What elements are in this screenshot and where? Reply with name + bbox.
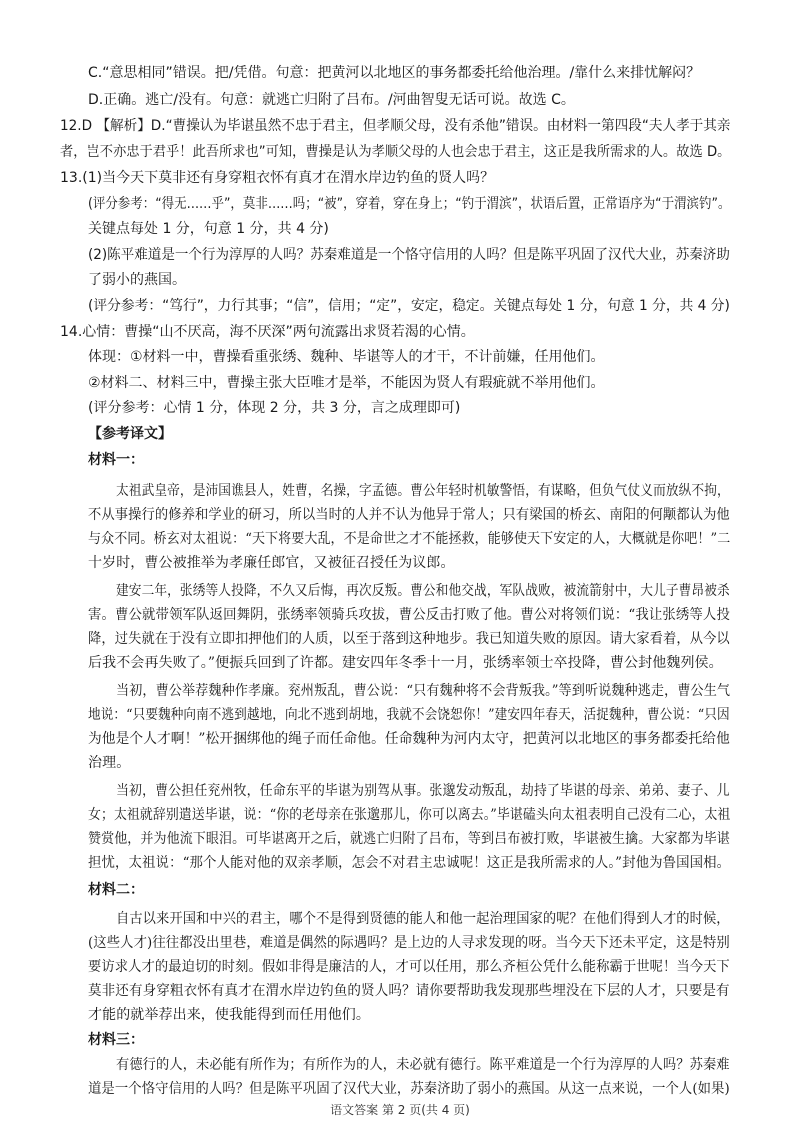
material-1-line: 与众不同。桥玄对太祖说：“天下将要大乱，不是命世之才不能拯救，能够使天下安定的人，大概就是你吧！”二 (88, 531, 731, 547)
material-3-title: 材料三： (88, 1032, 144, 1048)
material-1-line: 担忧，太祖说：“那个人能对他的双亲孝顺，怎会不对君主忠诚呢！这正是我所需求的人。”封他为鲁国国相。 (88, 855, 731, 871)
scoring-note-13-2: (评分参考：“笃行”，力行其事；“信”，信用；“定”，安定，稳定。关键点每处 1 分，句意 1 分，共 4 分) (88, 298, 730, 314)
page-footer: 语文答案 第 2 页(共 4 页) (330, 1103, 470, 1117)
material-1-line: 治理。 (88, 755, 131, 771)
material-1-line: 赞赏他，并为他流下眼泪。可毕谌离开之后，就逃亡归附了吕布，等到吕布被打败，毕谌被生擒。大家都为毕谌 (88, 831, 730, 847)
scoring-note-13-1-cont: 关键点每处 1 分，句意 1 分，共 4 分) (88, 221, 329, 237)
material-1-line: 建安二年，张绣等人投降，不久又后悔，再次反叛。曹公和他交战，军队战败，被流箭射中，大儿子曹昂被杀 (116, 583, 730, 599)
material-1-title: 材料一： (88, 452, 144, 468)
translation-heading: 【参考译文】 (88, 426, 172, 442)
material-2-line: 要访求人才的最迫切的时刻。假如非得是廉洁的人，才可以任用，那么齐桓公凭什么能称霸于世呢！当今天下 (88, 959, 730, 975)
material-1-line: 后我不会再失败了。”便振兵回到了许都。建安四年冬季十一月，张绣率领士卒投降，曹公封他魏列侯。 (88, 655, 723, 671)
material-2-line: (这些人才)往往都没出里巷，难道是偶然的际遇吗？是上边的人寻求发现的呀。当今天下还未平定，这是特别 (88, 935, 730, 951)
material-3-line: 道是一个恪守信用的人吗？但是陈平巩固了汉代大业，苏秦济助了弱小的燕国。从这一点来说，一个人(如果) (88, 1081, 730, 1097)
answer-q13-1: 13.(1)当今天下莫非还有身穿粗衣怀有真才在渭水岸边钓鱼的贤人吗？ (60, 170, 495, 186)
material-2-title: 材料二： (88, 882, 144, 898)
material-1-line: 女；太祖就辞别遣送毕谌，说：“你的老母亲在张邈那儿，你可以离去。”毕谌磕头向太祖表明自己没有二心，太祖 (88, 807, 731, 823)
material-1-line: 害。曹公就带领军队返回舞阴，张绣率领骑兵攻拔，曹公反击打败了他。曹公对将领们说：“我让张绣等人投 (88, 607, 730, 623)
answer-q14-mood: 14.心情：曹操“山不厌高，海不厌深”两句流露出求贤若渴的心情。 (60, 324, 475, 340)
answer-q14-reflect-1: 体现：①材料一中，曹操看重张绣、魏种、毕谌等人的才干，不计前嫌，任用他们。 (88, 349, 605, 365)
material-1-line: 当初，曹公担任兖州牧，任命东平的毕谌为别驾从事。张邈发动叛乱，劫持了毕谌的母亲、弟弟、妻子、儿 (116, 783, 730, 799)
answer-line-c: C.“意思相同”错误。把/凭借。句意：把黄河以北地区的事务都委托给他治理。/靠什么来排忧解闷？ (88, 65, 701, 81)
material-3-line: 有德行的人，未必能有所作为；有所作为的人，未必就有德行。陈平难道是一个行为淳厚的人吗？苏秦难 (116, 1057, 730, 1073)
material-2-line: 才能的就举荐出来，使我能得到而任用他们。 (88, 1007, 370, 1023)
material-1-line: 当初，曹公举荐魏种作孝廉。兖州叛乱，曹公说：“只有魏种将不会背叛我。”等到听说魏种逃走，曹公生气 (116, 683, 731, 699)
material-1-line: 降，过失就在于没有立即扣押他们的人质，以至于落到这种地步。我已知道失败的原因。请大家看着，从今以 (88, 631, 730, 647)
answer-q12-cont: 者，岂不亦忠于君乎！此吾所求也”可知，曹操是认为孝顺父母的人也会忠于君主，这正是我所需求的人。故选 D。 (60, 144, 731, 160)
material-1-line: 不从事操行的修养和学业的研习，所以当时的人并不认为他异于常人；只有梁国的桥玄、南阳的何颙都认为他 (88, 507, 730, 523)
material-2-line: 自古以来开国和中兴的君主，哪个不是得到贤德的能人和他一起治理国家的呢？在他们得到人才的时候， (116, 911, 730, 927)
answer-q13-2-cont: 了弱小的燕国。 (88, 272, 186, 288)
material-1-line: 太祖武皇帝，是沛国谯县人，姓曹，名操，字孟德。曹公年轻时机敏警悟，有谋略，但负气仗义而放纵不拘， (116, 483, 730, 499)
answer-q13-2: (2)陈平难道是一个行为淳厚的人吗？苏秦难道是一个恪守信用的人吗？但是陈平巩固了汉代大业，苏秦济助 (88, 247, 730, 263)
material-1-line: 十岁时，曹公被推举为孝廉任郎官，又被征召授任为议郎。 (88, 555, 455, 571)
material-1-line: 为他是个人才啊！”松开捆绑他的绳子而任命他。任命魏种为河内太守，把黄河以北地区的事务都委托给他 (88, 731, 730, 747)
scoring-note-14: (评分参考：心情 1 分，体现 2 分，共 3 分，言之成理即可) (88, 400, 461, 416)
answer-line-d: D.正确。逃亡/没有。句意：就逃亡归附了吕布。/河曲智叟无话可说。故选 C。 (88, 92, 575, 108)
scoring-note-13-1: (评分参考：“得无……乎”，莫非……吗；“被”，穿着，穿在身上；“钓于渭滨”，状语后置，正常语序为“于渭滨钓”。 (88, 196, 731, 212)
material-2-line: 莫非还有身穿粗衣怀有真才在渭水岸边钓鱼的贤人吗？请你要帮助我发现那些埋没在下层的人才，只要是有 (88, 983, 730, 999)
answer-q12: 12.D 【解析】D.“曹操认为毕谌虽然不忠于君主，但孝顺父母，没有杀他”错误。由材料一第四段“夫人孝于其亲 (60, 118, 731, 134)
material-1-line: 地说：“只要魏种向南不逃到越地，向北不逃到胡地，我就不会饶恕你！”建安四年春天，活捉魏种，曹公说：“只因 (88, 707, 730, 723)
answer-q14-reflect-2: ②材料二、材料三中，曹操主张大臣唯才是举，不能因为贤人有瑕疵就不举用他们。 (88, 375, 605, 391)
